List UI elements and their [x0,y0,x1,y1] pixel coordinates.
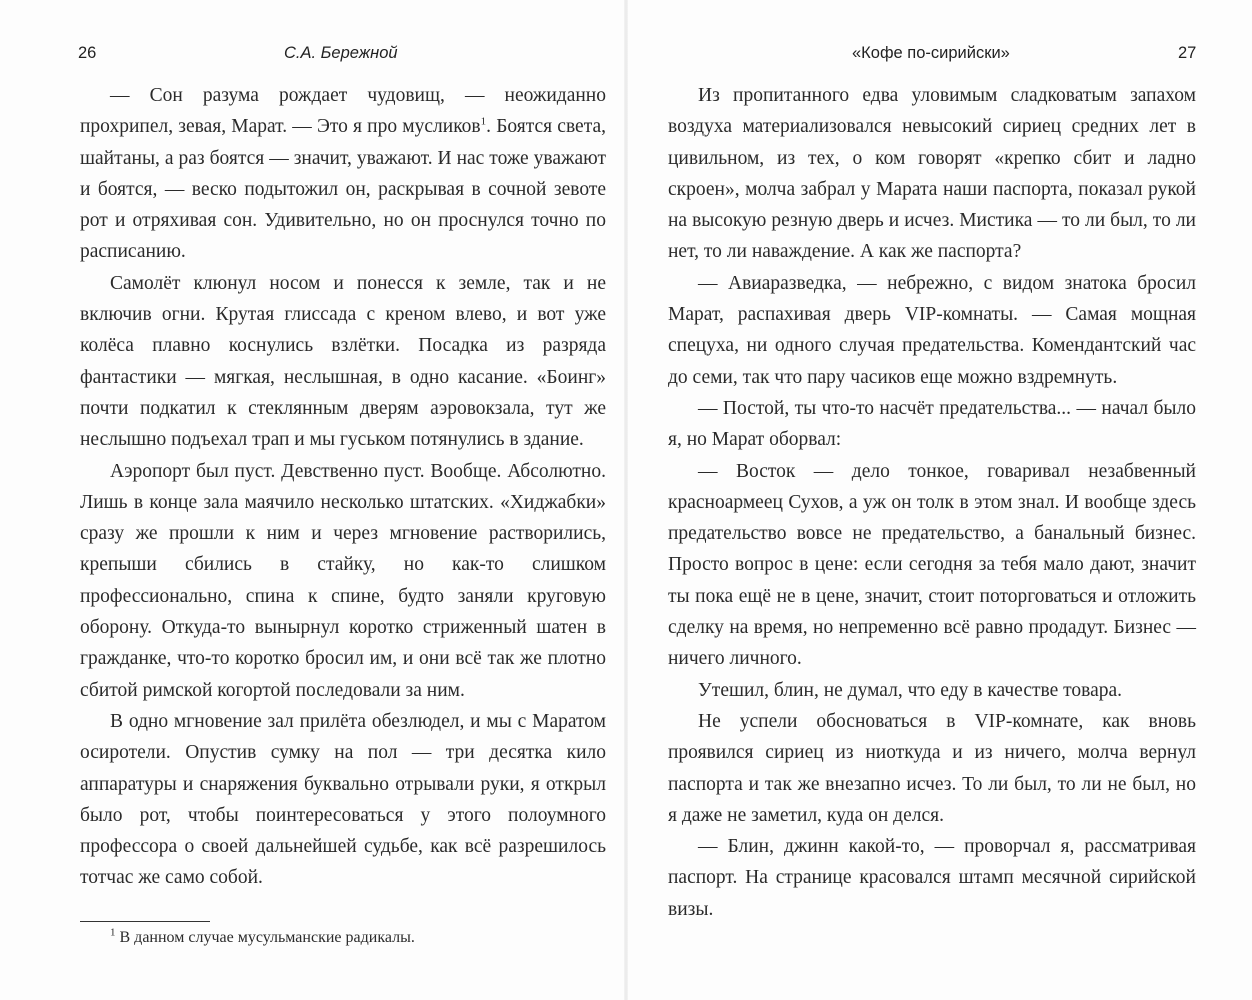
paragraph: — Авиаразведка, — небрежно, с видом знатока бросил Марат, распахивая дверь VIP-комнаты. — Самая мощная спецуха, ни одного случая предательства. Комендантский час до семи, так что пару часиков еще можно вздремнуть. [668,272,1196,388]
paragraph: — Восток — дело тонкое, говаривал незабвенный красноармеец Сухов, а уж он толк в этом знал. И вообще здесь предательство вовсе не предательство, а банальный бизнес. Просто вопрос в цене: если сегодня за тебя мало дают, значит ты пока ещё не в цене, значит, стоит поторговаться и отложить сделку на время, но непременно всё равно продадут. Бизнес — ничего личного. [668,460,1196,670]
paragraph: — Блин, джинн какой-то, — проворчал я, рассматривая паспорт. На странице красовался штамп месячной сирийской визы. [668,836,1196,920]
paragraph-text: — Сон разума рождает чудовищ, — неожиданно прохрипел, зевая, Марат. — Это я про мусликов [80,85,606,138]
footnote [110,926,415,947]
paragraph: Аэропорт был пуст. Девственно пуст. Вообще. Абсолютно. Лишь в конце зала маячило несколько штатских. «Хиджабки» сразу же прошли к ним и через мгновение растворились, крепыши сбились в стайку, но как-то слишком профессионально, спина к спине, будто заняли круговую оборону. Откуда-то вынырнул коротко стриженный шатен в гражданке, что-то коротко бросил им, и они всё так же плотно сбитой римской когортой последовали за ним. [80,460,606,701]
right-page [626,0,1252,1000]
paragraph [80,80,606,268]
paragraph: — Постой, ты что-то насчёт предательства... — начал было я, но Марат оборвал: [668,397,1196,451]
paragraph: В одно мгновение зал прилёта обезлюдел, и мы с Маратом осиротели. Опустив сумку на пол — три десятка кило аппаратуры и снаряжения буквально отрывали руки, я открыл было рот, чтобы поинтересоваться у этого полоумного профессора о своей дальнейшей судьбе, как всё разрешилось тотчас же само собой. [80,710,606,889]
paragraph: Из пропитанного едва уловимым сладковатым запахом воздуха материализовался невысокий сириец средних лет в цивильном, из тех, о ком говорят «крепко сбит и ладно скроен», молча забрал у Марата наши паспорта, показал рукой на высокую резную дверь и исчез. Мистика — то ли был, то ли нет, то ли наваждение. А как же паспорта? [668,85,1196,263]
page-number: 26 [78,44,97,62]
paragraph-text-continued: . Боятся света, шайтаны, а раз боятся — значит, уважают. И нас тоже уважают и боятся, — веско подытожил он, раскрывая в сочной зевоте рот и отряхивая сон. Удивительно, но он проснулся точно по расписанию. [80,116,607,263]
footnote-mark: 1 [110,926,116,939]
running-head: С.А. Бережной [284,44,398,62]
paragraph: Утешил, блин, не думал, что еду в качестве товара. [698,679,1123,701]
paragraph: Не успели обосноваться в VIP-комнате, как вновь проявился сириец из ниоткуда и из ничего, молча вернул паспорта и так же внезапно исчез. То ли был, то ли не был, но я даже не заметил, куда он делся. [668,710,1196,826]
footnote-text: В данном случае мусульманские радикалы. [119,929,415,946]
footnote-reference: 1 [480,115,487,128]
paragraph: Самолёт клюнул носом и понесся к земле, так и не включив огни. Крутая глиссада с креном влево, и вот уже колёса плавно коснулись взлётки. Посадка из разряда фантастики — мягкая, неслышная, в одно касание. «Боинг» почти подкатил к стеклянным дверям аэровокзала, тут же неслышно подъехал трап и мы гуськом потянулись в здание. [80,272,606,451]
running-head: «Кофе по-сирийски» [852,44,1010,62]
body-text [80,80,606,894]
page-number: 27 [1178,44,1197,62]
body-text [668,80,1196,925]
footnote-rule [80,921,210,922]
